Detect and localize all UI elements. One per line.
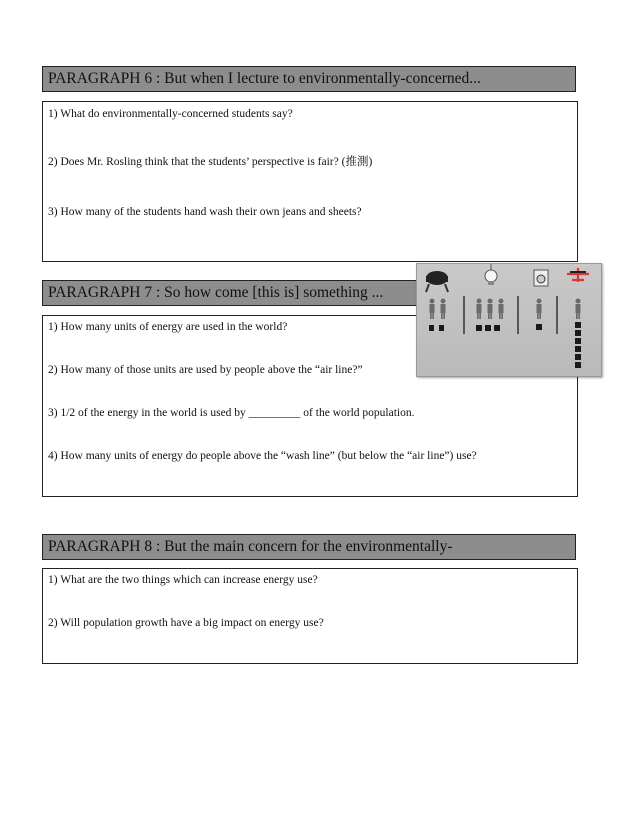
energy-use-illustration — [417, 264, 601, 376]
cooking-pot-icon — [426, 271, 448, 292]
paragraph-6-header: PARAGRAPH 6 : But when I lecture to environmentally-concerned... — [42, 66, 576, 92]
p6-question-2: 2) Does Mr. Rosling think that the students’ perspective is fair? (推測) — [48, 156, 373, 168]
energy-units-group-2 — [476, 325, 500, 331]
p7-question-3: 3) 1/2 of the energy in the world is used by _________ of the world population. — [48, 407, 415, 419]
people-group-1 — [430, 299, 446, 320]
p7-question-4: 4) How many units of energy do people above the “wash line” (but below the “air line”) use? — [48, 450, 477, 462]
washing-machine-icon — [534, 270, 548, 286]
people-group-4 — [576, 299, 581, 320]
p7-question-1: 1) How many units of energy are used in the world? — [48, 321, 288, 333]
energy-units-group-4 — [575, 322, 581, 368]
light-bulb-icon — [485, 264, 497, 285]
paragraph-8-header: PARAGRAPH 8 : But the main concern for the environmentally- — [42, 534, 576, 560]
paragraph-6-question-box — [42, 101, 578, 262]
energy-use-photo — [416, 263, 602, 377]
p8-question-2: 2) Will population growth have a big impact on energy use? — [48, 617, 324, 629]
p6-question-3: 3) How many of the students hand wash their own jeans and sheets? — [48, 206, 362, 218]
p7-question-2: 2) How many of those units are used by people above the “air line?” — [48, 364, 363, 376]
p6-question-1: 1) What do environmentally-concerned students say? — [48, 108, 293, 120]
paragraph-7-header: PARAGRAPH 7 : So how come [this is] something ... — [42, 280, 576, 306]
airplane-icon — [567, 268, 589, 282]
energy-units-group-3 — [536, 324, 542, 330]
paragraph-8-question-box — [42, 568, 578, 664]
people-group-2 — [477, 299, 504, 320]
energy-units-group-1 — [429, 325, 444, 331]
people-group-3 — [537, 299, 542, 320]
p8-question-1: 1) What are the two things which can increase energy use? — [48, 574, 318, 586]
